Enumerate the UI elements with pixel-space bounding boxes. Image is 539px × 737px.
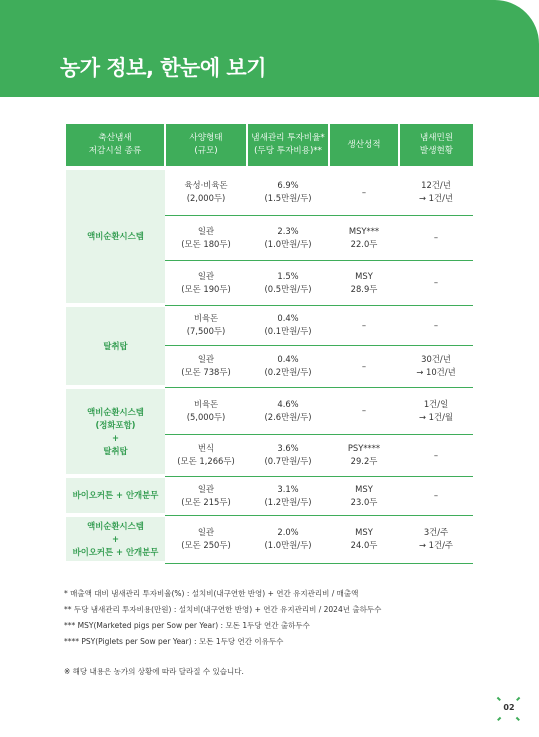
cell-investment [247,434,329,476]
cell-complaints [399,434,473,476]
cell-text-line: 4.6% [277,398,299,409]
cell-text-line: 29.2두 [350,456,378,466]
header-text-line: 냄새민원 [419,133,454,143]
header-complaints [399,124,473,166]
cell-feeding-type [165,215,247,260]
cell-text-line: (1.0만원/두) [264,540,312,550]
footnote-psy: **** PSY(Piglets per Sow per Year) : 모돈 1두당 연간 이유두수 [64,637,284,646]
cell-investment [247,215,329,260]
cell-performance [329,215,399,260]
table-row [66,170,473,215]
cell-text-line: (모돈 215두) [181,496,231,507]
cell-text-line: MSY [355,527,373,537]
cell-text-line: (모돈 1,266두) [177,456,235,466]
header-text-line: 발생현황 [419,146,454,156]
cell-investment [247,170,329,215]
header-text-line: 저감시설 종류 [88,146,142,156]
cell-text-line: – [433,232,439,242]
cell-text-line: → 10건/년 [416,367,456,377]
cell-text-line: 탈취탑 [103,340,128,351]
cell-text-line: – [433,490,439,500]
footnotes [64,586,494,677]
header-performance [329,124,399,166]
cell-complaints [399,476,473,515]
header-feeding-type [165,124,247,166]
cell-performance [329,170,399,215]
cell-text-line: (정화포함) [95,419,136,430]
table-row [66,476,473,515]
cell-text-line: 비육돈 [193,398,219,409]
cell-investment [247,476,329,515]
cell-text-line: (2.6만원/두) [264,411,312,422]
cell-text-line: (2,000두) [186,193,226,204]
table-header-row [66,124,473,166]
cell-text-line: + [111,432,120,443]
cell-text-line: PSY**** [347,443,381,453]
header-text-line: (두당 투자비용)** [254,146,322,156]
cell-text-line: 1건/일 [423,398,449,409]
cell-text-line: 액비순환시스템 [87,406,144,417]
cell-text-line: (모돈 180두) [181,238,231,249]
cell-text-line: 일관 [197,354,215,364]
cell-text-line: 일관 [197,483,215,494]
cell-performance [329,305,399,345]
cell-text-line: 3건/주 [423,527,449,537]
page-number: 02 [503,703,515,712]
cell-text-line: MSY*** [348,225,380,236]
cell-text-line: 일관 [197,225,215,236]
cell-text-line: 3.1% [277,483,299,494]
cell-investment [247,387,329,434]
cell-text-line: (1.2만원/두) [264,496,312,507]
cell-performance [329,476,399,515]
cell-text-line: (5,000두) [186,411,226,422]
cell-text-line: 0.4% [277,313,299,323]
cell-text-line: (0.5만원/두) [264,283,312,294]
cell-text-line: 23.0두 [350,496,378,507]
corner-mark-icon [516,717,520,721]
cell-complaints [399,387,473,434]
header-banner [0,0,539,97]
farm-info-table [66,124,473,565]
cell-investment [247,305,329,345]
cell-text-line: – [361,405,367,415]
cell-text-line: 3.6% [277,443,299,453]
cell-text-line: 2.0% [277,527,299,537]
cell-text-line: → 1건/월 [418,411,453,422]
cell-feeding-type [165,305,247,345]
cell-text-line: MSY [355,270,373,281]
cell-text-line: – [433,319,439,330]
cell-text-line: (모돈 190두) [181,283,231,294]
cell-text-line: MSY [355,483,373,494]
cell-complaints [399,515,473,563]
cell-complaints [399,345,473,387]
cell-performance [329,515,399,563]
cell-investment [247,345,329,387]
footnote-investment-cost: ** 두당 냄새관리 투자비용(만원) : 설치비(내구연한 반영) + 연간 유지관리비 / 2024년 출하두수 [64,605,382,614]
cell-performance [329,387,399,434]
page-title: 농가 정보, 한눈에 보기 [60,56,266,80]
header-text-line: 생산성적 [347,139,381,150]
cell-text-line: 12건/년 [421,180,451,191]
cell-text-line: 28.9두 [350,283,378,294]
cell-feeding-type [165,387,247,434]
cell-feeding-type [165,170,247,215]
footnote-msy: *** MSY(Marketed pigs per Sow per Year) : 모돈 1두당 연간 출하두수 [64,621,310,630]
cell-system-type [66,387,165,476]
table-row [66,305,473,345]
cell-text-line: 탈취탑 [103,445,128,456]
cell-text-line: 바이오커튼 + 안개분무 [72,490,159,500]
cell-feeding-type [165,515,247,563]
cell-text-line: 비육돈 [193,313,219,323]
cell-text-line: → 1건/주 [418,540,453,550]
cell-investment [247,260,329,305]
cell-text-line: (0.2만원/두) [264,367,312,377]
notice: ※ 해당 내용은 농가의 상황에 따라 달라질 수 있습니다. [64,667,244,676]
cell-system-type [66,305,165,387]
cell-text-line: 바이오커튼 + 안개분무 [72,546,159,557]
cell-performance [329,345,399,387]
cell-text-line: 액비순환시스템 [87,231,144,241]
corner-mark-icon [497,717,501,721]
cell-text-line: – [361,186,367,197]
cell-text-line: 번식 [197,443,215,453]
cell-text-line: 22.0두 [350,238,378,249]
cell-text-line: → 1건/년 [418,193,453,204]
cell-complaints [399,215,473,260]
cell-text-line: (0.1만원/두) [264,326,312,336]
cell-text-line: (1.0만원/두) [264,238,312,249]
cell-feeding-type [165,345,247,387]
footnote-investment-ratio: * 매출액 대비 냄새관리 투자비율(%) : 설치비(내구연한 반영) + 연간 유지관리비 / 매출액 [64,589,359,598]
cell-system-type [66,515,165,563]
cell-text-line: 1.5% [277,270,299,281]
cell-text-line: 2.3% [277,225,299,236]
header-text-line: (규모) [194,146,218,156]
cell-feeding-type [165,260,247,305]
cell-text-line: 0.4% [277,354,299,364]
cell-investment [247,515,329,563]
cell-text-line: – [433,277,439,287]
header-band [0,0,539,97]
table-row [66,387,473,434]
cell-performance [329,260,399,305]
cell-performance [329,434,399,476]
cell-feeding-type [165,434,247,476]
cell-system-type [66,170,165,305]
cell-text-line: – [361,319,367,330]
cell-text-line: 24.0두 [350,540,378,550]
header-investment-ratio [247,124,329,166]
cell-text-line: 일관 [197,527,215,537]
header-text-line: 사양형태 [189,133,223,143]
cell-text-line: 30건/년 [421,354,451,364]
cell-text-line: – [433,449,439,460]
cell-complaints [399,170,473,215]
table-row [66,515,473,563]
cell-complaints [399,260,473,305]
cell-text-line: 일관 [197,270,215,281]
cell-complaints [399,305,473,345]
cell-text-line: (7,500두) [186,326,226,336]
cell-text-line: – [361,360,367,371]
cell-text-line: 육성·비육돈 [184,180,228,191]
cell-text-line: + [111,533,120,544]
cell-system-type [66,476,165,515]
cell-text-line: (모돈 250두) [181,540,231,550]
cell-feeding-type [165,476,247,515]
cell-text-line: 6.9% [277,180,299,191]
cell-text-line: (0.7만원/두) [264,456,312,466]
cell-text-line: (모돈 738두) [181,367,231,377]
header-text-line: 축산냄새 [98,133,132,143]
header-text-line: 냄새관리 투자비율* [251,133,325,143]
header-system-type [66,124,165,166]
cell-text-line: 액비순환시스템 [87,520,144,531]
cell-text-line: (1.5만원/두) [264,193,312,204]
